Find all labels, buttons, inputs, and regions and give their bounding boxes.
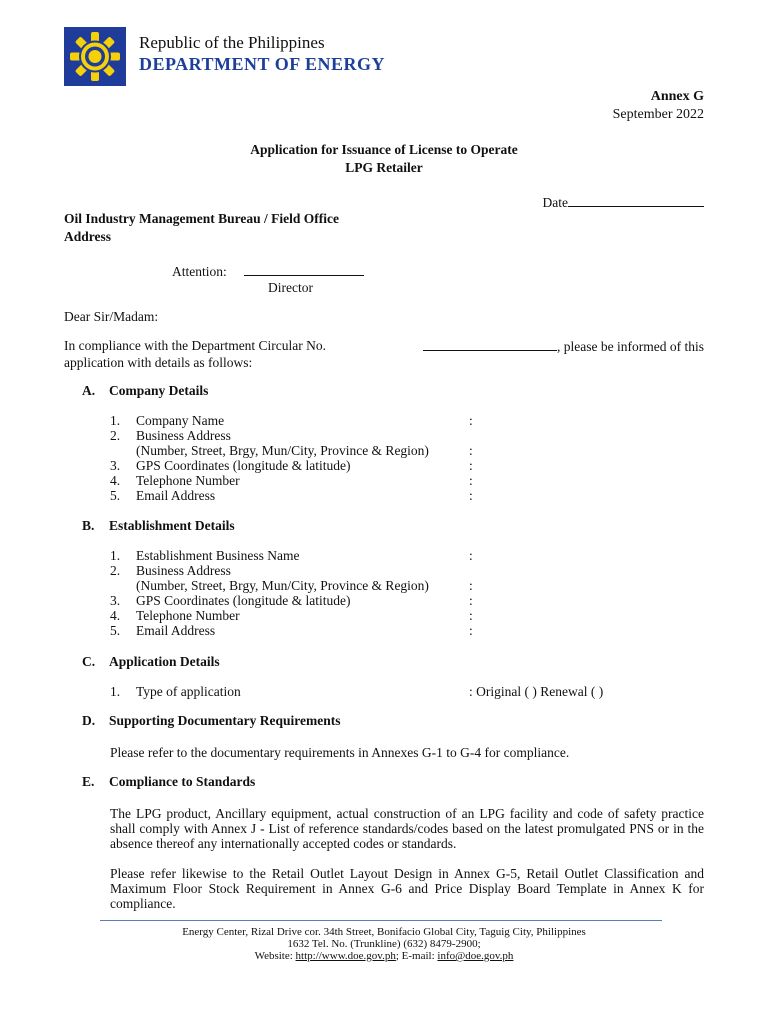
field-colon[interactable]: :	[469, 608, 473, 623]
doe-seal-logo	[64, 27, 126, 86]
footer-address: Energy Center, Rizal Drive cor. 34th Street, Bonifacio Global City, Taguig City, Philippines	[182, 926, 586, 938]
intro-after: , please be informed of this	[557, 339, 704, 354]
issue-date: September 2022	[612, 107, 704, 122]
list-item: 3. GPS Coordinates (longitude & latitude)	[110, 593, 351, 608]
list-item: 4. Telephone Number	[110, 473, 240, 488]
intro-line1	[64, 338, 704, 355]
list-item: 3. GPS Coordinates (longitude & latitude)	[110, 458, 351, 473]
footer-phone: 1632 Tel. No. (Trunkline) (632) 8479-2900;	[287, 938, 481, 950]
form-title-line2: LPG Retailer	[345, 160, 423, 175]
application-type-options[interactable]: : Original ( ) Renewal ( )	[469, 684, 604, 699]
list-item: 1. Establishment Business Name	[110, 548, 300, 563]
director-label: Director	[268, 280, 313, 295]
form-title-line1: Application for Issuance of License to Operate	[250, 142, 518, 157]
field-colon[interactable]: :	[469, 593, 473, 608]
section-d-heading: D. Supporting Documentary Requirements	[82, 713, 341, 728]
list-item: 2. Business Address	[110, 428, 231, 443]
list-item: 1. Type of application	[110, 684, 241, 699]
list-item: 5. Email Address	[110, 488, 216, 503]
field-colon[interactable]: :	[469, 443, 473, 458]
date-field[interactable]	[543, 194, 704, 211]
section-e-heading: E. Compliance to Standards	[82, 774, 256, 789]
list-item: 5. Email Address	[110, 623, 216, 638]
email-link[interactable]: info@doe.gov.ph	[437, 950, 514, 962]
department-heading: DEPARTMENT OF ENERGY	[139, 54, 386, 74]
section-e-para2: Please refer likewise to the Retail Outlet Layout Design in Annex G-5, Retail Outlet Classification and Maximum Floor Stock Requirement in Annex G-6 and Price Display Board Template in Annex K for compliance.	[110, 866, 704, 911]
date-label: Date	[542, 195, 568, 210]
list-item: (Number, Street, Brgy, Mun/City, Province & Region)	[136, 443, 429, 458]
field-colon[interactable]: :	[469, 578, 473, 593]
recipient-office: Oil Industry Management Bureau / Field Office	[64, 211, 339, 226]
field-colon[interactable]: :	[469, 413, 473, 428]
section-d-text: Please refer to the documentary requirements in Annexes G-1 to G-4 for compliance.	[110, 745, 570, 760]
salutation: Dear Sir/Madam:	[64, 309, 159, 324]
field-colon[interactable]: :	[469, 458, 473, 473]
intro-before: In compliance with the Department Circular No.	[64, 338, 327, 353]
list-item: 4. Telephone Number	[110, 608, 240, 623]
website-link[interactable]: http://www.doe.gov.ph	[295, 950, 396, 962]
section-a-heading: A. Company Details	[82, 383, 209, 398]
attention-blank[interactable]	[244, 263, 364, 276]
list-item: 2. Business Address	[110, 563, 231, 578]
list-item: 1. Company Name	[110, 413, 225, 428]
circular-number-blank[interactable]	[423, 338, 557, 351]
section-b-heading: B. Establishment Details	[82, 518, 235, 533]
date-blank[interactable]	[568, 194, 704, 207]
footer-contact: Website: http://www.doe.gov.ph; E-mail: info@doe.gov.ph	[254, 950, 514, 962]
section-e-para1: The LPG product, Ancillary equipment, actual construction of an LPG facility and code of safety practice shall comply with Annex J - List of reference standards/codes based on the latest promulgated PNS or in the absence thereof any internationally accepted codes or standards.	[110, 806, 704, 851]
section-c-heading: C. Application Details	[82, 654, 220, 669]
field-colon[interactable]: :	[469, 548, 473, 563]
attention-line	[172, 263, 364, 280]
field-colon[interactable]: :	[469, 623, 473, 638]
attention-label: Attention:	[172, 264, 227, 279]
annex-label: Annex G	[650, 89, 704, 104]
recipient-address: Address	[64, 229, 112, 244]
intro-line2: application with details as follows:	[64, 355, 253, 370]
field-colon[interactable]: :	[469, 473, 473, 488]
republic-heading: Republic of the Philippines	[139, 33, 325, 52]
list-item: (Number, Street, Brgy, Mun/City, Province & Region)	[136, 578, 429, 593]
field-colon[interactable]: :	[469, 488, 473, 503]
footer-divider	[100, 920, 662, 921]
